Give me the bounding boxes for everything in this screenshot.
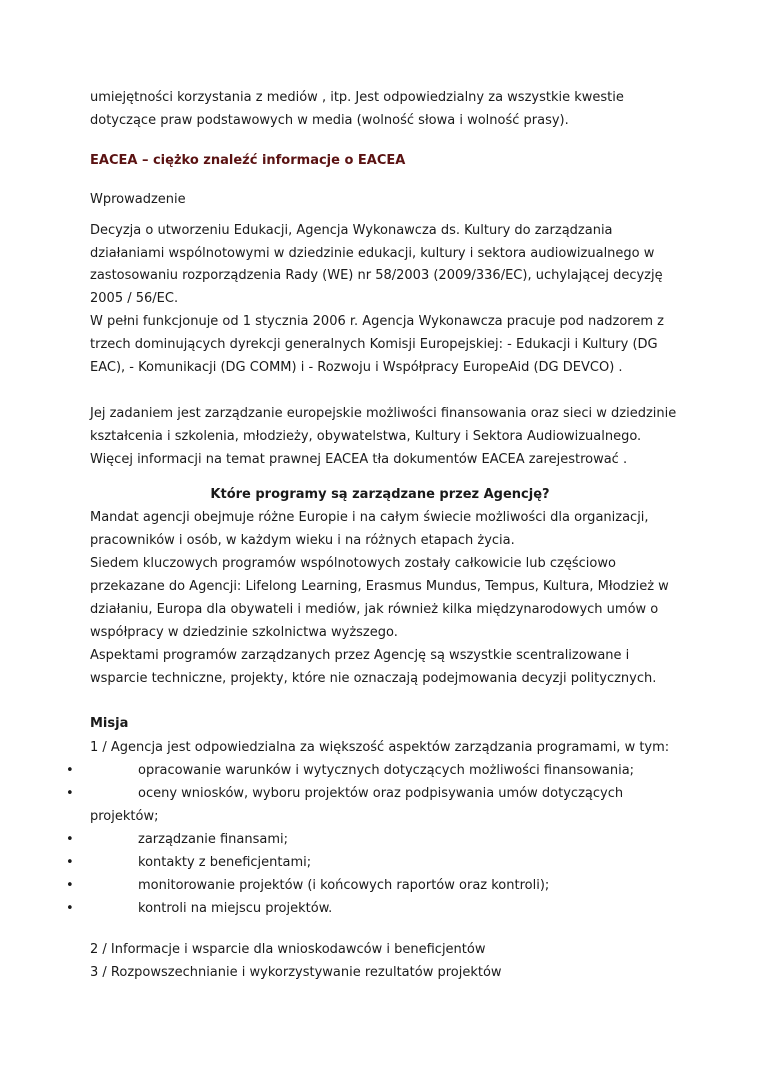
para3-line-6: współpracy w dziedzinie szkolnictwa wyższego. xyxy=(90,625,398,640)
para3-line-7: Aspektami programów zarządzanych przez Agencję są wszystkie scentralizowane i xyxy=(90,648,630,663)
para1-line-1: Decyzja o utworzeniu Edukacji, Agencja Wykonawcza ds. Kultury do zarządzania xyxy=(90,223,613,238)
bullet-marker: • xyxy=(66,855,74,870)
bullet-marker: • xyxy=(66,901,74,916)
bullet-marker: • xyxy=(66,878,74,893)
para3-line-3: Siedem kluczowych programów wspólnotowych zostały całkowicie lub częściowo xyxy=(90,556,616,571)
para3-line-8: wsparcie techniczne, projekty, które nie oznaczają podejmowania decyzji politycznych. xyxy=(90,671,657,686)
para2-line-3: Więcej informacji na temat prawnej EACEA tła dokumentów EACEA zarejestrować . xyxy=(90,452,628,467)
para3-line-4: przekazane do Agencji: Lifelong Learning, Erasmus Mundus, Tempus, Kultura, Młodzież w xyxy=(90,579,669,594)
point-1: 1 / Agencja jest odpowiedzialna za większość aspektów zarządzania programami, w tym: xyxy=(90,740,670,755)
bullet-item-6: kontroli na miejscu projektów. xyxy=(138,901,333,916)
para3-line-5: działaniu, Europa dla obywateli i mediów, jak również kilka międzynarodowych umów o xyxy=(90,602,659,617)
intro-tail-line-1: umiejętności korzystania z mediów , itp. Jest odpowiedzialny za wszystkie kwestie xyxy=(90,90,624,105)
programs-heading: Które programy są zarządzane przez Agencję? xyxy=(210,487,550,502)
para1-line-4: 2005 / 56/EC. xyxy=(90,291,179,306)
para1-line-7: EAC), - Komunikacji (DG COMM) i - Rozwoju i Współpracy EuropeAid (DG DEVCO) . xyxy=(90,360,623,375)
bullet-item-1: opracowanie warunków i wytycznych dotyczących możliwości finansowania; xyxy=(138,763,635,778)
bullet-item-5: monitorowanie projektów (i końcowych raportów oraz kontroli); xyxy=(138,878,550,893)
point-3: 3 / Rozpowszechnianie i wykorzystywanie rezultatów projektów xyxy=(90,965,502,980)
bullet-marker: • xyxy=(66,763,74,778)
para1-line-2: działaniami wspólnotowymi w dziedzinie edukacji, kultury i sektora audiowizualnego w xyxy=(90,246,655,261)
point-2: 2 / Informacje i wsparcie dla wnioskodawców i beneficjentów xyxy=(90,942,486,957)
para2-line-2: kształcenia i szkolenia, młodzieży, obywatelstwa, Kultury i Sektora Audiowizualnego. xyxy=(90,429,642,444)
wprowadzenie-label: Wprowadzenie xyxy=(90,192,186,207)
para1-line-3: zastosowaniu rozporządzenia Rady (WE) nr 58/2003 (2009/336/EC), uchylającej decyzję xyxy=(90,268,663,283)
misja-heading: Misja xyxy=(90,716,129,731)
bullet-item-3: zarządzanie finansami; xyxy=(138,832,288,847)
bullet-marker: • xyxy=(66,832,74,847)
bullet-marker: • xyxy=(66,786,74,801)
intro-tail-line-2: dotyczące praw podstawowych w media (wolność słowa i wolność prasy). xyxy=(90,113,569,128)
bullet-item-4: kontakty z beneficjentami; xyxy=(138,855,312,870)
para1-line-6: trzech dominujących dyrekcji generalnych Komisji Europejskiej: - Edukacji i Kultury (DG xyxy=(90,337,658,352)
para2-line-1: Jej zadaniem jest zarządzanie europejskie możliwości finansowania oraz sieci w dziedzinie xyxy=(90,406,677,421)
bullet-item-2-continuation: projektów; xyxy=(90,809,159,824)
bullet-item-2: oceny wniosków, wyboru projektów oraz podpisywania umów dotyczących xyxy=(138,786,624,801)
eacea-heading: EACEA – ciężko znaleźć informacje o EACEA xyxy=(90,153,406,168)
para3-line-1: Mandat agencji obejmuje różne Europie i na całym świecie możliwości dla organizacji, xyxy=(90,510,649,525)
para1-line-5: W pełni funkcjonuje od 1 stycznia 2006 r. Agencja Wykonawcza pracuje pod nadzorem z xyxy=(90,314,664,329)
para3-line-2: pracowników i osób, w każdym wieku i na różnych etapach życia. xyxy=(90,533,515,548)
